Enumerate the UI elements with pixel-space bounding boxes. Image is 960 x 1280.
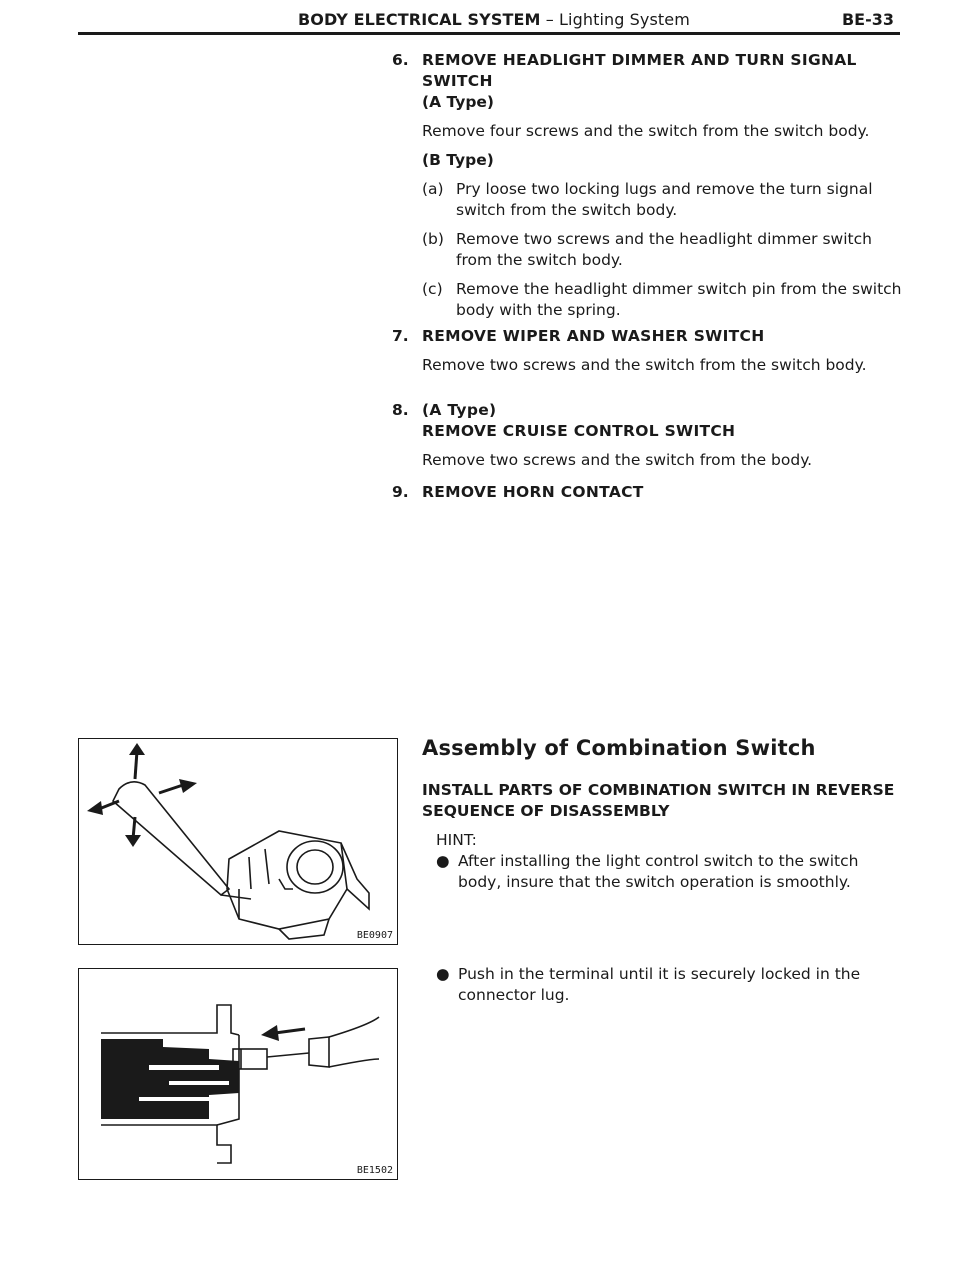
connector-body [101, 1039, 239, 1119]
switch-ring [287, 841, 343, 893]
step-6-b-type: (B Type) [422, 151, 494, 169]
step-6-heading-line2: SWITCH [422, 72, 493, 90]
terminal-slot [149, 1065, 219, 1070]
step-7-number: 7. [392, 327, 409, 345]
step-8-heading: REMOVE CRUISE CONTROL SWITCH [422, 422, 736, 440]
header-rule [78, 32, 900, 35]
arrow-left-shaft [99, 801, 119, 809]
arrow-up-icon [129, 743, 145, 755]
step-8-type: (A Type) [422, 401, 497, 419]
bullet-text: After installing the light control switch to the switch body, insure that the switch operation is smoothly. [458, 852, 859, 891]
header-title [298, 10, 690, 29]
hint-label: HINT: [436, 831, 477, 849]
switch-ring-inner [297, 850, 333, 884]
item-label: (b) [422, 230, 444, 248]
item-label: (c) [422, 280, 443, 298]
bullet-dot-icon: ● [436, 965, 450, 983]
hint-bullet-2 [436, 964, 906, 1006]
step-6-number: 6. [392, 51, 409, 69]
figure-terminal-connector [78, 968, 398, 1180]
hint-bullet-1 [436, 851, 906, 893]
step-8 [392, 400, 902, 471]
item-label: (a) [422, 180, 444, 198]
figure-lever-switch [78, 738, 398, 945]
item-text: Remove the headlight dimmer switch pin from the switch body with the spring. [456, 280, 902, 319]
assembly-note [436, 964, 906, 1006]
lever-switch-illustration [79, 739, 397, 944]
step-9-number: 9. [392, 483, 409, 501]
step-9 [392, 482, 902, 503]
step-9-heading: REMOVE HORN CONTACT [422, 483, 644, 501]
step-8-number: 8. [392, 401, 409, 419]
step-8-text: Remove two screws and the switch from the body. [422, 451, 813, 469]
header-title-rest: – Lighting System [540, 10, 690, 29]
lever-link [221, 895, 251, 899]
item-text: Pry loose two locking lugs and remove the turn signal switch from the switch body. [456, 180, 873, 219]
housing-bottom [101, 1125, 231, 1163]
figure-code: BE1502 [356, 1165, 393, 1176]
screwdriver-ferrule [309, 1037, 329, 1067]
bullet-text: Push in the terminal until it is securely locked in the connector lug. [458, 965, 861, 1004]
switch-body [227, 831, 347, 929]
step-6-item-a [422, 179, 902, 221]
arrow-right-icon [179, 779, 197, 793]
arrow-down-icon [125, 835, 141, 847]
step-7-heading: REMOVE WIPER AND WASHER SWITCH [422, 327, 765, 345]
screwdriver-tip [267, 1053, 309, 1057]
arrow-right-shaft [159, 785, 183, 793]
step-6-a-text: Remove four screws and the switch from the switch body. [422, 122, 870, 140]
step-6-item-c [422, 279, 902, 321]
push-arrow-icon [261, 1025, 279, 1041]
assembly-hint [436, 830, 906, 893]
terminal-connector-illustration [79, 969, 397, 1179]
assembly-subtitle: INSTALL PARTS OF COMBINATION SWITCH IN REVERSE SEQUENCE OF DISASSEMBLY [422, 781, 895, 820]
arrow-up-shaft [135, 751, 137, 779]
bullet-dot-icon: ● [436, 852, 450, 870]
screwdriver-handle [329, 1017, 379, 1067]
push-arrow-shaft [275, 1029, 305, 1033]
page-number: BE-33 [841, 10, 894, 29]
assembly-title: Assembly of Combination Switch [422, 736, 816, 760]
step-7 [392, 326, 902, 376]
arrow-left-icon [87, 801, 103, 815]
step-6-item-b [422, 229, 902, 271]
item-text: Remove two screws and the headlight dimmer switch from the switch body. [456, 230, 872, 269]
figure-code: BE0907 [356, 930, 393, 941]
switch-base [279, 919, 329, 939]
terminal-slot [169, 1081, 229, 1085]
header-title-bold: BODY ELECTRICAL SYSTEM [298, 10, 541, 29]
step-6-a-type: (A Type) [422, 93, 495, 111]
step-6 [392, 50, 902, 321]
terminal-slot [139, 1097, 209, 1101]
housing-top [101, 1005, 239, 1035]
switch-details [239, 849, 293, 919]
step-7-text: Remove two screws and the switch from the switch body. [422, 356, 867, 374]
step-6-heading-line1: REMOVE HEADLIGHT DIMMER AND TURN SIGNAL [422, 51, 857, 69]
